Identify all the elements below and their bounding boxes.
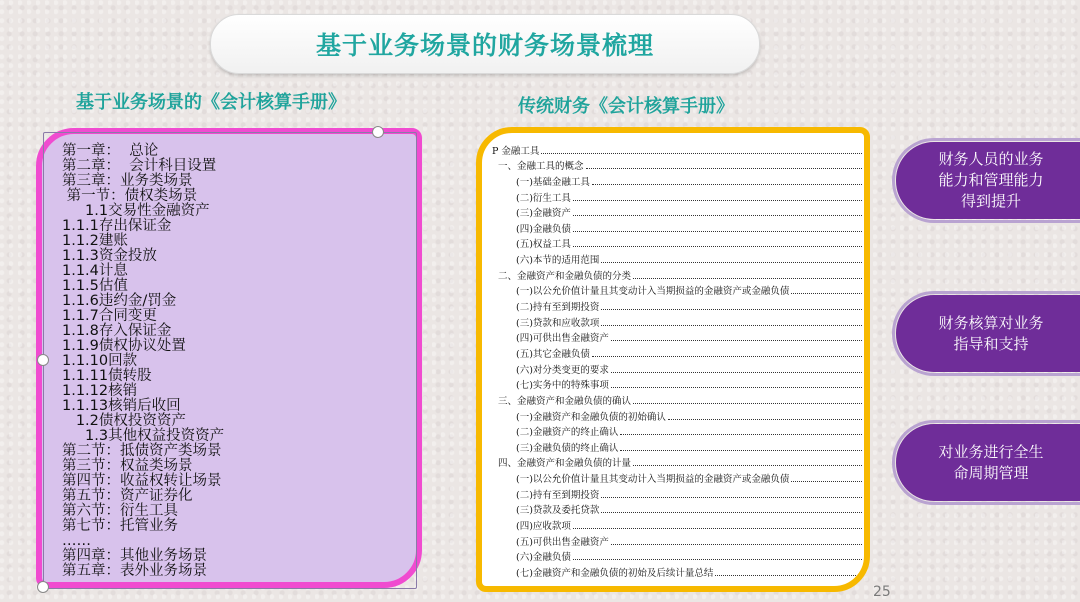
dot-leader: [611, 543, 862, 545]
dot-leader: [586, 167, 862, 169]
toc-item: 1.1.7合同变更: [62, 308, 157, 324]
dot-leader: [573, 230, 862, 232]
dot-leader: [601, 261, 862, 263]
toc-item: 1.1.9债权协议处置: [62, 338, 186, 354]
toc-item: 1.1.10回款: [62, 353, 138, 369]
manual-toc-entry: [492, 172, 864, 188]
dot-leader: [633, 402, 862, 404]
manual-toc-entry: [492, 141, 864, 157]
dot-leader: [633, 277, 862, 279]
resize-handle-left[interactable]: [37, 354, 49, 366]
manual-toc-entry: [492, 282, 864, 298]
toc-item: 1.1.6违约金/罚金: [62, 293, 177, 309]
dot-leader: [573, 245, 862, 247]
manual-toc-text: (二)持有至到期投资: [516, 489, 600, 501]
manual-toc-entry: [492, 188, 864, 204]
manual-toc-text: (六)金融负债: [516, 552, 571, 564]
dot-leader: [791, 292, 862, 294]
manual-toc-entry: [492, 516, 864, 532]
dot-leader: [573, 199, 862, 201]
manual-toc-entry: [492, 376, 864, 392]
toc-item: ……: [62, 533, 91, 549]
manual-toc-entry: [492, 360, 864, 376]
slide-title: 基于业务场景的财务场景梳理: [315, 31, 654, 60]
manual-toc-text: (五)可供出售金融资产: [516, 536, 609, 548]
benefit-tab-label: 财务人员的业务能力和管理能力得到提升: [938, 150, 1044, 210]
manual-toc-text: (七)金融资产和金融负债的初始及后续计量总结: [516, 567, 714, 579]
dot-leader: [541, 152, 862, 154]
toc-item: 第四章：其他业务场景: [62, 548, 207, 564]
toc-item: 1.1.11债转股: [62, 368, 152, 384]
manual-toc-text: (二)金融资产的终止确认: [516, 427, 619, 439]
manual-toc-text: (一)以公允价值计量且其变动计入当期损益的金融资产或金融负债: [516, 474, 790, 486]
manual-toc-entry: [492, 438, 864, 454]
toc-item: 第二章： 会计科目设置: [62, 158, 217, 174]
manual-toc-text: (六)本节的适用范围: [516, 255, 600, 267]
toc-item: 1.1.8存入保证金: [62, 323, 172, 339]
manual-toc-text: (二)衍生工具: [516, 192, 571, 204]
manual-toc-text: (一)金融资产和金融负债的初始确认: [516, 411, 666, 423]
dot-leader: [592, 355, 862, 357]
manual-toc-entry: [492, 344, 864, 360]
manual-toc-text: 四、金融资产和金融负债的计量: [498, 458, 632, 470]
manual-toc-text: (一)以公允价值计量且其变动计入当期损益的金融资产或金融负债: [516, 286, 790, 298]
manual-toc-entry: [492, 235, 864, 251]
toc-item: 第三节：权益类场景: [62, 458, 193, 474]
manual-toc-entry: [492, 454, 864, 470]
toc-item: 1.1.4计息: [62, 263, 128, 279]
manual-toc-entry: [492, 548, 864, 564]
manual-toc-text: (三)贷款及委托贷款: [516, 505, 600, 517]
manual-toc-entry: [492, 423, 864, 439]
manual-toc-text: 二、金融资产和金融负债的分类: [498, 270, 632, 282]
manual-toc-entry: [492, 532, 864, 548]
toc-item: 第一节：债权类场景: [62, 188, 198, 204]
manual-toc-text: (一)基础金融工具: [516, 176, 590, 188]
toc-item: 1.1.2建账: [62, 233, 128, 249]
dot-leader: [573, 527, 862, 529]
manual-toc-entry: [492, 157, 864, 173]
toc-item: 第五章：表外业务场景: [62, 563, 207, 579]
scenario-toc-list: [62, 144, 412, 579]
resize-handle-top[interactable]: [372, 126, 384, 138]
manual-toc-entry: [492, 501, 864, 517]
toc-item: 第七节：托管业务: [62, 518, 178, 534]
manual-toc-entry: [492, 266, 864, 282]
manual-toc-entry: [492, 313, 864, 329]
manual-toc-text: (五)其它金融负债: [516, 348, 590, 360]
manual-toc-entry: [492, 297, 864, 313]
manual-toc-entry: [492, 204, 864, 220]
toc-item: 1.1.3资金投放: [62, 248, 157, 264]
toc-item: 1.3其他权益投资资产: [62, 428, 225, 444]
resize-handle-bottom-left[interactable]: [37, 581, 49, 593]
dot-leader: [715, 574, 862, 576]
dot-leader: [601, 496, 862, 498]
manual-toc-entry: [492, 391, 864, 407]
dot-leader: [668, 418, 862, 420]
manual-toc-entry: [492, 469, 864, 485]
toc-item: 第五节：资产证券化: [62, 488, 193, 504]
toc-item: 1.1交易性金融资产: [62, 203, 210, 219]
benefit-tab-label: 对业务进行全生命周期管理: [938, 442, 1044, 482]
manual-toc-text: P 金融工具: [492, 145, 540, 157]
dot-leader: [592, 183, 862, 185]
manual-toc-entry: [492, 407, 864, 423]
manual-toc-text: (三)贷款和应收款项: [516, 317, 600, 329]
manual-toc-entry: [492, 329, 864, 345]
manual-toc-entry: [492, 219, 864, 235]
dot-leader: [573, 558, 862, 560]
toc-item: 1.2债权投资资产: [62, 413, 186, 429]
dot-leader: [791, 480, 862, 482]
page-number: 25: [873, 584, 891, 600]
toc-item: 第二节：抵债资产类场景: [62, 443, 222, 459]
dot-leader: [620, 433, 862, 435]
traditional-manual-panel: [476, 127, 870, 592]
manual-toc-list: [492, 141, 864, 579]
manual-toc-text: (三)金融负债的终止确认: [516, 442, 619, 454]
toc-item: 第四节：收益权转让场景: [62, 473, 222, 489]
manual-toc-text: (六)对分类变更的要求: [516, 364, 609, 376]
toc-item: 1.1.12核销: [62, 383, 138, 399]
title-banner: [210, 14, 760, 74]
dot-leader: [601, 324, 862, 326]
toc-item: 第三章：业务类场景: [62, 173, 193, 189]
manual-toc-text: 三、金融资产和金融负债的确认: [498, 395, 632, 407]
dot-leader: [633, 464, 862, 466]
manual-toc-entry: [492, 250, 864, 266]
benefit-tab-lifecycle: [896, 424, 1080, 501]
benefit-tab-guidance: [896, 295, 1080, 372]
right-column-label: 传统财务《会计核算手册》: [518, 96, 734, 117]
manual-toc-text: (四)应收款项: [516, 521, 571, 533]
toc-item: 第六节：衍生工具: [62, 503, 178, 519]
benefit-tab-capability: [896, 142, 1080, 219]
toc-item: 1.1.5估值: [62, 278, 128, 294]
dot-leader: [611, 371, 862, 373]
dot-leader: [601, 308, 862, 310]
manual-toc-entry: [492, 485, 864, 501]
manual-toc-text: (四)金融负债: [516, 223, 571, 235]
dot-leader: [573, 214, 862, 216]
left-column-label: 基于业务场景的《会计核算手册》: [76, 92, 346, 113]
manual-toc-text: 一、金融工具的概念: [498, 161, 584, 173]
toc-item: 1.1.1存出保证金: [62, 218, 172, 234]
manual-toc-text: (五)权益工具: [516, 239, 571, 251]
manual-toc-text: (三)金融资产: [516, 208, 571, 220]
toc-item: 1.1.13核销后收回: [62, 398, 181, 414]
dot-leader: [620, 449, 862, 451]
benefit-tab-label: 财务核算对业务指导和支持: [938, 313, 1044, 353]
manual-toc-entry: [492, 563, 864, 579]
dot-leader: [611, 386, 862, 388]
dot-leader: [611, 339, 862, 341]
manual-toc-text: (二)持有至到期投资: [516, 302, 600, 314]
dot-leader: [601, 511, 862, 513]
manual-toc-text: (四)可供出售金融资产: [516, 333, 609, 345]
manual-toc-text: (七)实务中的特殊事项: [516, 380, 609, 392]
toc-item: 第一章： 总论: [62, 143, 159, 159]
